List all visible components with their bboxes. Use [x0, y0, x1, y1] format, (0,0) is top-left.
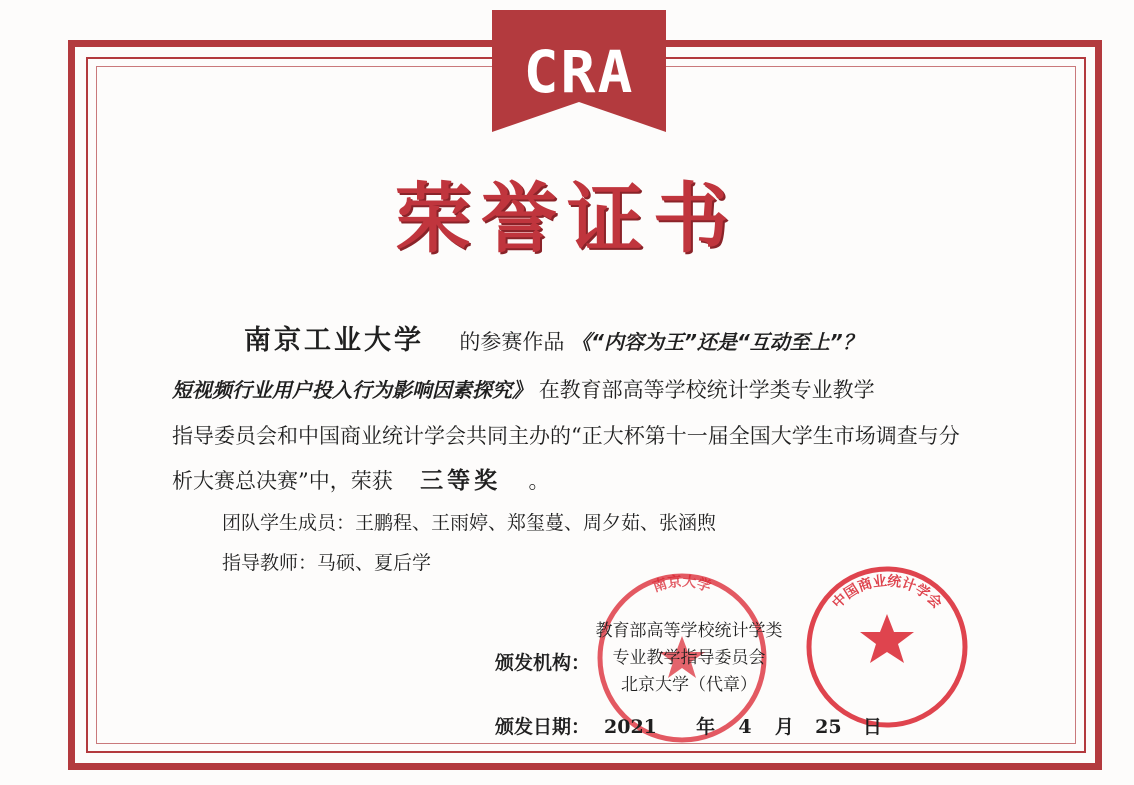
cra-banner	[492, 10, 666, 132]
award-level: 三等奖	[420, 468, 502, 494]
banner-label: CRA	[523, 38, 635, 106]
advisor-line	[222, 548, 431, 575]
date-month: 4	[738, 716, 752, 738]
advisor-label: 指导教师：	[222, 552, 318, 574]
team-label: 团队学生成员：	[222, 512, 356, 534]
left-seal-text: 南京大学	[650, 573, 714, 596]
team-line	[222, 508, 716, 535]
issuer-line-3: 北京大学（代章）	[621, 675, 757, 695]
right-seal	[802, 562, 972, 732]
body-line-4	[172, 462, 550, 495]
body-line-1	[244, 318, 863, 357]
work-title-part2: 短视频行业用户投入行为影响因素探究》	[172, 378, 532, 402]
body-line-3: 指导委员会和中国商业统计学会共同主办的“正大杯第十一届全国大学生市场调查与分	[172, 424, 960, 448]
date-day-unit: 日	[862, 716, 882, 738]
issue-date	[604, 712, 882, 739]
right-seal-text: 中国商业统计学会	[829, 573, 945, 612]
issuer-line-2: 专业教学指导委员会	[612, 648, 766, 668]
date-year: 2021	[604, 716, 657, 738]
issuer-line-1: 教育部高等学校统计学类	[595, 621, 783, 641]
date-month-unit: 月	[774, 716, 794, 738]
intro-text: 的参赛作品	[459, 330, 565, 354]
issuer-label: 颁发机构：	[495, 652, 591, 674]
body-line-2	[172, 374, 875, 404]
team-members: 王鹏程、王雨婷、郑玺蔓、周夕茹、张涵煦	[355, 512, 717, 534]
school-name: 南京工业大学	[244, 325, 424, 356]
work-title-part1: 《“内容为王”还是“互动至上”？	[571, 330, 863, 354]
line2-tail: 在教育部高等学校统计学类专业教学	[538, 378, 875, 402]
line4-tail: 。	[528, 469, 550, 493]
date-year-unit: 年	[696, 716, 716, 738]
advisors: 马硕、夏后学	[317, 552, 432, 574]
line4-head: 析大赛总决赛”中，荣获	[172, 469, 393, 493]
issuer-names	[584, 618, 794, 699]
certificate-title: 荣誉证书	[395, 174, 739, 263]
date-day: 25	[815, 716, 842, 738]
date-label: 颁发日期：	[495, 716, 591, 738]
